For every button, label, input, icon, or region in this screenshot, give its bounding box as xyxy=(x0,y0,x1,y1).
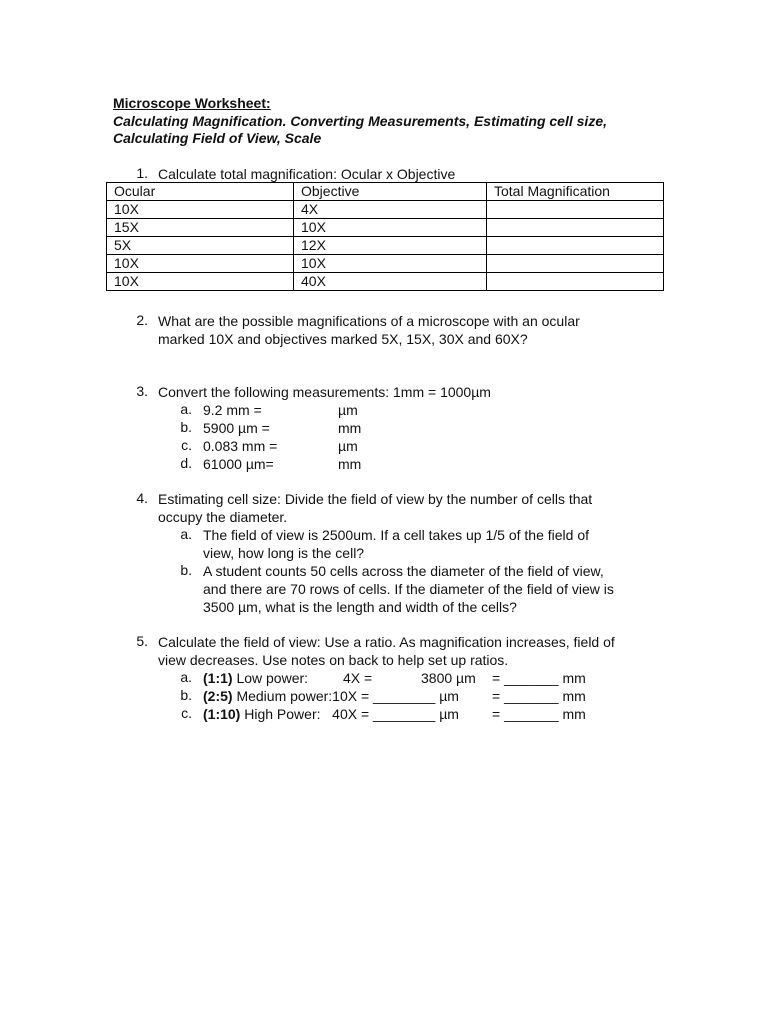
table-row xyxy=(107,255,664,273)
table-row xyxy=(107,219,664,237)
objective-cell: 4X xyxy=(294,201,487,219)
conversion-value: 9.2 mm = xyxy=(203,402,262,418)
worksheet-subtitle-line2: Calculating Field of View, Scale xyxy=(113,130,322,146)
table-row xyxy=(107,273,664,291)
power-label[interactable]: Medium power:10X = ________ µm xyxy=(232,688,459,704)
answer-blank-mm[interactable]: = _______ mm xyxy=(492,706,586,722)
objective-cell: 12X xyxy=(294,237,487,255)
power-label: Low power: xyxy=(232,670,309,686)
ocular-cell: 10X xyxy=(107,255,294,273)
conversion-unit: µm xyxy=(338,438,358,454)
objective-cell: 10X xyxy=(294,255,487,273)
question-text: Convert the following measurements: 1mm = 1000µm xyxy=(158,384,491,400)
question-text: Calculate total magnification: Ocular x Objective xyxy=(158,166,456,182)
magnification-label: 4X = xyxy=(343,670,373,686)
item-letter: c. xyxy=(181,705,192,721)
item-letter: c. xyxy=(181,437,192,453)
conversion-unit: mm xyxy=(338,420,362,436)
total-magnification-cell[interactable] xyxy=(487,273,664,291)
ratio-label: (2:5) xyxy=(203,688,233,704)
objective-cell: 40X xyxy=(294,273,487,291)
item-letter: b. xyxy=(180,419,192,435)
answer-blank-mm[interactable]: = _______ mm xyxy=(492,670,586,686)
column-header-total: Total Magnification xyxy=(487,183,664,201)
ocular-cell: 15X xyxy=(107,219,294,237)
table-row xyxy=(107,237,664,255)
power-label[interactable]: High Power: 40X = ________ µm xyxy=(240,706,459,722)
total-magnification-cell[interactable] xyxy=(487,237,664,255)
question-text-line2: view decreases. Use notes on back to help set up ratios. xyxy=(158,652,509,668)
total-magnification-cell[interactable] xyxy=(487,201,664,219)
magnification-table xyxy=(106,182,664,291)
ocular-cell: 5X xyxy=(107,237,294,255)
worksheet-subtitle-line1: Calculating Magnification. Converting Measurements, Estimating cell size, xyxy=(113,113,607,129)
question-text-line2: occupy the diameter. xyxy=(158,509,288,525)
column-header-objective: Objective xyxy=(294,183,487,201)
answer-blank-mm[interactable]: = _______ mm xyxy=(492,688,586,704)
item-letter: a. xyxy=(180,669,192,685)
column-header-ocular: Ocular xyxy=(107,183,294,201)
worksheet-title: Microscope Worksheet: xyxy=(113,95,271,111)
item-letter: b. xyxy=(180,562,192,578)
ocular-cell: 10X xyxy=(107,201,294,219)
fov-medium-power xyxy=(203,687,459,705)
field-of-view-value: 3800 µm xyxy=(421,670,476,686)
subquestion-a-line1: The field of view is 2500um. If a cell takes up 1/5 of the field of xyxy=(203,527,589,543)
question-number: 2. xyxy=(136,312,148,328)
objective-cell: 10X xyxy=(294,219,487,237)
question-text-line2: marked 10X and objectives marked 5X, 15X, 30X and 60X? xyxy=(158,331,528,347)
subquestion-b-line3: 3500 µm, what is the length and width of the cells? xyxy=(203,599,517,615)
total-magnification-cell[interactable] xyxy=(487,219,664,237)
ocular-cell: 10X xyxy=(107,273,294,291)
question-number: 1. xyxy=(136,165,148,181)
fov-low-power xyxy=(203,669,308,687)
item-letter: d. xyxy=(180,455,192,471)
fov-high-power xyxy=(203,705,459,723)
conversion-value: 5900 µm = xyxy=(203,420,270,436)
question-text-line1: Calculate the field of view: Use a ratio. As magnification increases, field of xyxy=(158,634,615,650)
item-letter: a. xyxy=(180,401,192,417)
subquestion-b-line1: A student counts 50 cells across the diameter of the field of view, xyxy=(203,563,604,579)
table-row xyxy=(107,201,664,219)
question-text-line1: What are the possible magnifications of a microscope with an ocular xyxy=(158,313,580,329)
item-letter: b. xyxy=(180,687,192,703)
question-number: 3. xyxy=(136,383,148,399)
item-letter: a. xyxy=(180,526,192,542)
conversion-unit: µm xyxy=(338,402,358,418)
subquestion-b-line2: and there are 70 rows of cells. If the diameter of the field of view is xyxy=(203,581,614,597)
table-header-row xyxy=(107,183,664,201)
question-number: 4. xyxy=(136,490,148,506)
ratio-label: (1:10) xyxy=(203,706,241,722)
total-magnification-cell[interactable] xyxy=(487,255,664,273)
question-number: 5. xyxy=(136,633,148,649)
conversion-value: 61000 µm= xyxy=(203,456,274,472)
question-text-line1: Estimating cell size: Divide the field of view by the number of cells that xyxy=(158,491,593,507)
ratio-label: (1:1) xyxy=(203,670,233,686)
subquestion-a-line2: view, how long is the cell? xyxy=(203,545,365,561)
conversion-unit: mm xyxy=(338,456,362,472)
conversion-value: 0.083 mm = xyxy=(203,438,278,454)
